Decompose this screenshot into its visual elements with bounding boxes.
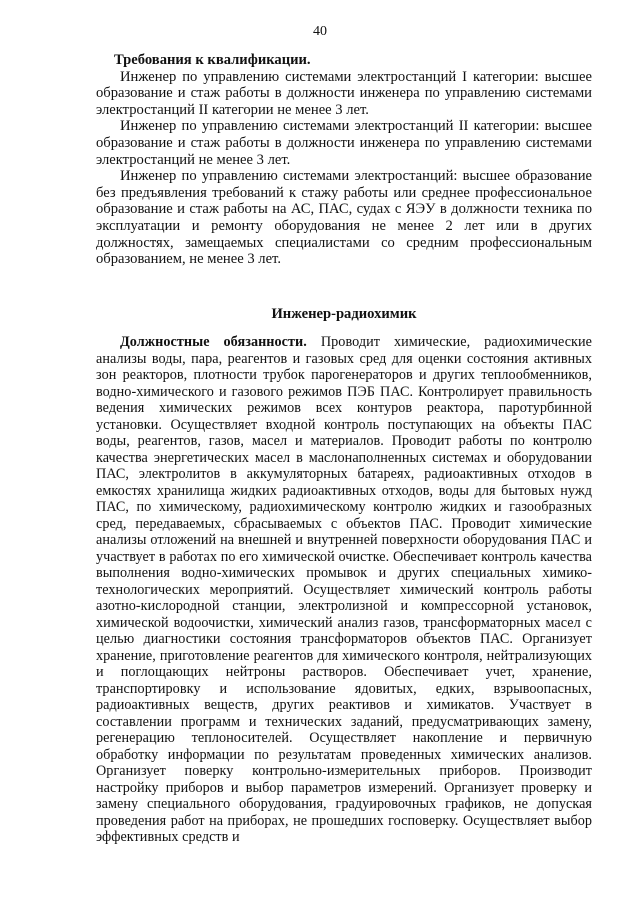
qualification-paragraph-1: Инженер по управлению системами электростанций I категории: высшее образование и стаж работы в должности инженера по управлению системами электростанций II категории не менее 3 лет. xyxy=(96,68,592,118)
duties-label: Должностные обязанности. xyxy=(120,334,307,351)
duties-text: Проводит химические, радиохимические анализы воды, пара, реагентов и газовых сред для оценки состояния активных зон реакторов, плотности трубок парогенераторов и других теплообменников, водно-химического и газового режимов ПЭБ ПАС. Контролирует правильность ведения химических режимов всех контуров реактора, паротурбинной установки. Осуществляет входной контроль поступающих на объекты ПАС воды, реагентов, газов, масел и материалов. Проводит работы по контролю качества энергетических масел в маслонаполненных системах и оборудовании ПАС, электролитов в аккумуляторных батареях, радиоактивных отходов в емкостях хранилища жидких радиоактивных отходов, воды для бытовых нужд ПАС, по химическому, радиохимическому контролю жидких и газообразных сред, передаваемых, сбрасываемых с объектов ПАС. Проводит химические анализы отложений на внешней и внутренней поверхности оборудования ПАС и участвует в работах по его химической очистке. Обеспечивает контроль качества выполнения водно-химических промывок и других специальных химико-технологических мероприятий. Осуществляет химический контроль работы азотно-кислородной станции, электролизной и компрессорной установок, химической водоочистки, химический анализ газов, трансформаторных масел с целью диагностики состояния трансформаторов объектов ПАС. Организует хранение, приготовление реагентов для химического контроля, нейтрализующих и поглощающих нейтроны растворов. Обеспечивает учет, хранение, транспортировку и использование ядовитых, едких, взрывоопасных, радиоактивных веществ, других реактивов и химикатов. Участвует в составлении программ и технических заданий, предусматривающих замену, регенерацию теплоносителей. Осуществляет накопление и первичную обработку информации по результатам проведенных химических анализов. Организует поверку контрольно-измерительных приборов. Производит настройку приборов и выбор параметров измерений. Организует проверку и замену специального оборудования, градуировочных графиков, не допуская проведения работ на приборах, не прошедших госповерку. Осуществляет выбор эффективных средств и xyxy=(96,334,592,846)
page-number: 40 xyxy=(313,24,327,39)
qualification-paragraph-2: Инженер по управлению системами электростанций II категории: высшее образование и стаж работы в должности инженера по управлению системами электростанций не менее 3 лет. xyxy=(96,118,592,168)
section-title: Инженер-радиохимик xyxy=(271,305,417,322)
duties-paragraph xyxy=(96,334,592,846)
qualification-paragraph-3: Инженер по управлению системами электростанций: высшее образование без предъявления требований к стажу работы или среднее профессиональное образование и стаж работы на АС, ПАС, судах с ЯЭУ в должности техника по эксплуатации и ремонту оборудования не менее 2 лет или в других должностях, замещаемых специалистами со средним профессиональным образованием, не менее 3 лет. xyxy=(96,168,592,268)
section-spacer xyxy=(96,268,592,306)
page-content xyxy=(96,52,592,846)
qualification-heading: Требования к квалификации. xyxy=(114,52,311,68)
